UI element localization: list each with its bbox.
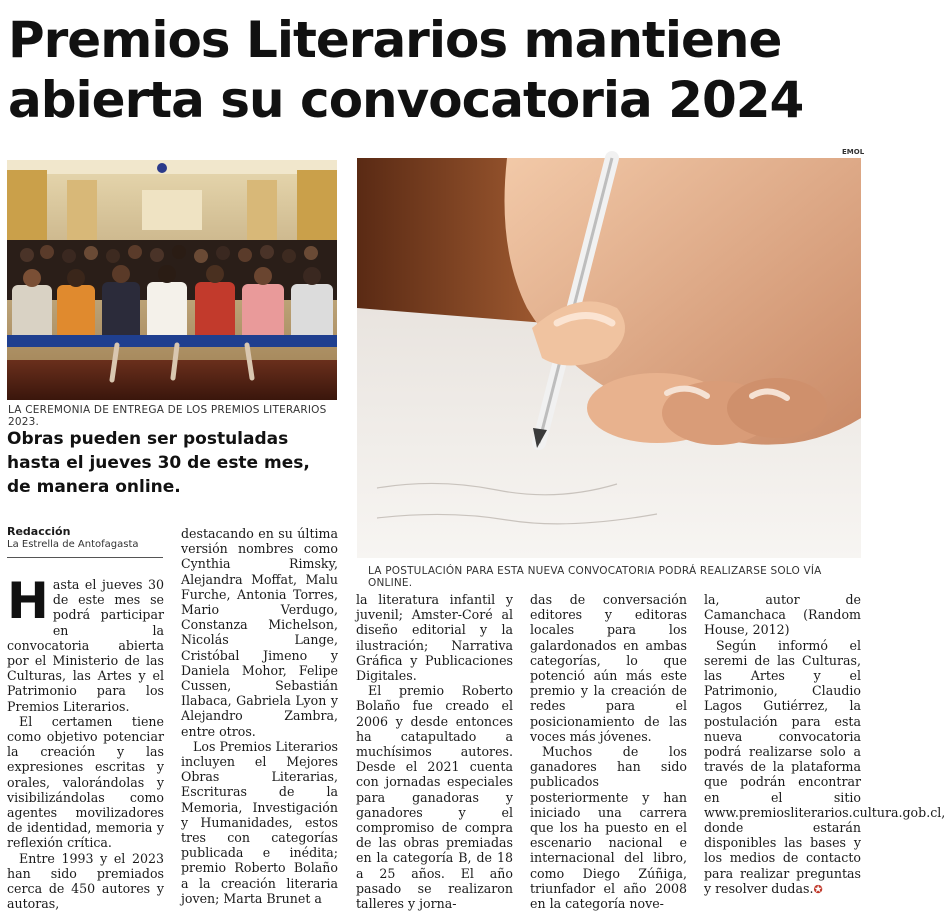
ceremony-illustration [7,160,337,400]
paragraph-text: Según informó el seremi de las Culturas, las Artes y el Patrimonio, Claudio Lagos Gutiérrez, la postulación para esta nueva convocatoria podrá realizarse solo a través de la plataforma que podrán encontrar en el sitio www.premiosliterarios.cultura.gob.cl, donde estarán disponibles las bases y los medios de contacto para realizar preguntas y resolver dudas. [704,637,945,896]
byline-divider [7,557,163,558]
paragraph: Los Premios Literarios incluyen el Mejores Obras Literarias, Escrituras de la Memoria, Investigación y Humanidades, estos tres con categorías publicada e inédita; premio Roberto Bolaño a la creación literaria joven; Marta Brunet a [181,738,338,906]
photo-credit: EMOL [842,148,865,156]
column-4 [530,592,687,911]
column-2 [181,526,338,906]
subhead: Obras pueden ser postuladas hasta el jueves 30 de este mes, de manera online. [7,429,310,497]
paragraph: El premio Roberto Bolaño fue creado el 2006 y desde entonces ha catapultado a muchísimos autores. Desde el 2021 cuenta con jornadas especiales para ganadoras y ganadores y el compromiso de compra de las obras premiadas en la categoría B, de 18 a 25 años. El año pasado se realizaron talleres y jorna- [356,683,513,911]
paragraph: destacando en su última versión nombres como Cynthia Rimsky, Alejandra Moffat, Malu Furche, Antonia Torres, Mario Verdugo, Constanza Michelson, Nicolás Lange, Cristóbal Jimeno y Daniela Mohor, Felipe Cussen, Sebastián Ilabaca, Gabriela Lyon y Alejandro Zambra, entre otros. [181,526,338,739]
paragraph: El certamen tiene como objetivo potenciar la creación y las expresiones escritas y orales, valorándolas y visibilizándolas como agentes movilizadores de identidad, memoria y reflexión crítica. [7,713,164,851]
column-1 [7,572,164,911]
paragraph: Muchos de los ganadores han sido publicados posteriormente y han iniciado una carrera que los ha puesto en el escenario nacional e internacional del libro, como Diego Zúñiga, triunfador el año 2008 en la categoría nove- [530,744,687,911]
byline-author: Redacción [7,525,71,538]
paragraph: la, autor de Camanchaca (Random House, 2012) [704,592,861,638]
caption-right: LA POSTULACIÓN PARA ESTA NUEVA CONVOCATORIA PODRÁ REALIZARSE SOLO VÍA ONLINE. [368,565,822,589]
column-5 [704,592,945,897]
paragraph [704,637,945,897]
byline-outlet: La Estrella de Antofagasta [7,539,139,550]
ceremony-photo [7,160,337,400]
end-mark-icon: ✪ [813,882,823,896]
paragraph: la literatura infantil y juvenil; Amster-Coré al diseño editorial y la ilustración; Narrativa Gráfica y Publicaciones Digitales. [356,592,513,684]
dropcap: H [7,572,49,630]
paragraph: das de conversación editores y editoras locales para los galardonados en ambas categorías, lo que potenció aún más este premio y la creación de redes para el posicionamiento de las voces más jóvenes. [530,592,687,744]
paragraph: Entre 1993 y el 2023 han sido premiados cerca de 450 autores y autoras, [7,850,164,911]
writing-hand-illustration [357,158,861,558]
column-3 [356,592,513,911]
byline [7,525,163,551]
headline: Premios Literarios mantiene abierta su convocatoria 2024 [8,11,804,129]
paragraph [7,572,164,714]
paragraph-text: asta el jueves 30 de este mes se podrá participar en la convocatoria abierta por el Ministerio de las Culturas, las Artes y el Patrimonio para los Premios Literarios. [7,577,164,714]
writing-photo [357,158,861,558]
caption-left: LA CEREMONIA DE ENTREGA DE LOS PREMIOS LITERARIOS 2023. [8,404,327,428]
